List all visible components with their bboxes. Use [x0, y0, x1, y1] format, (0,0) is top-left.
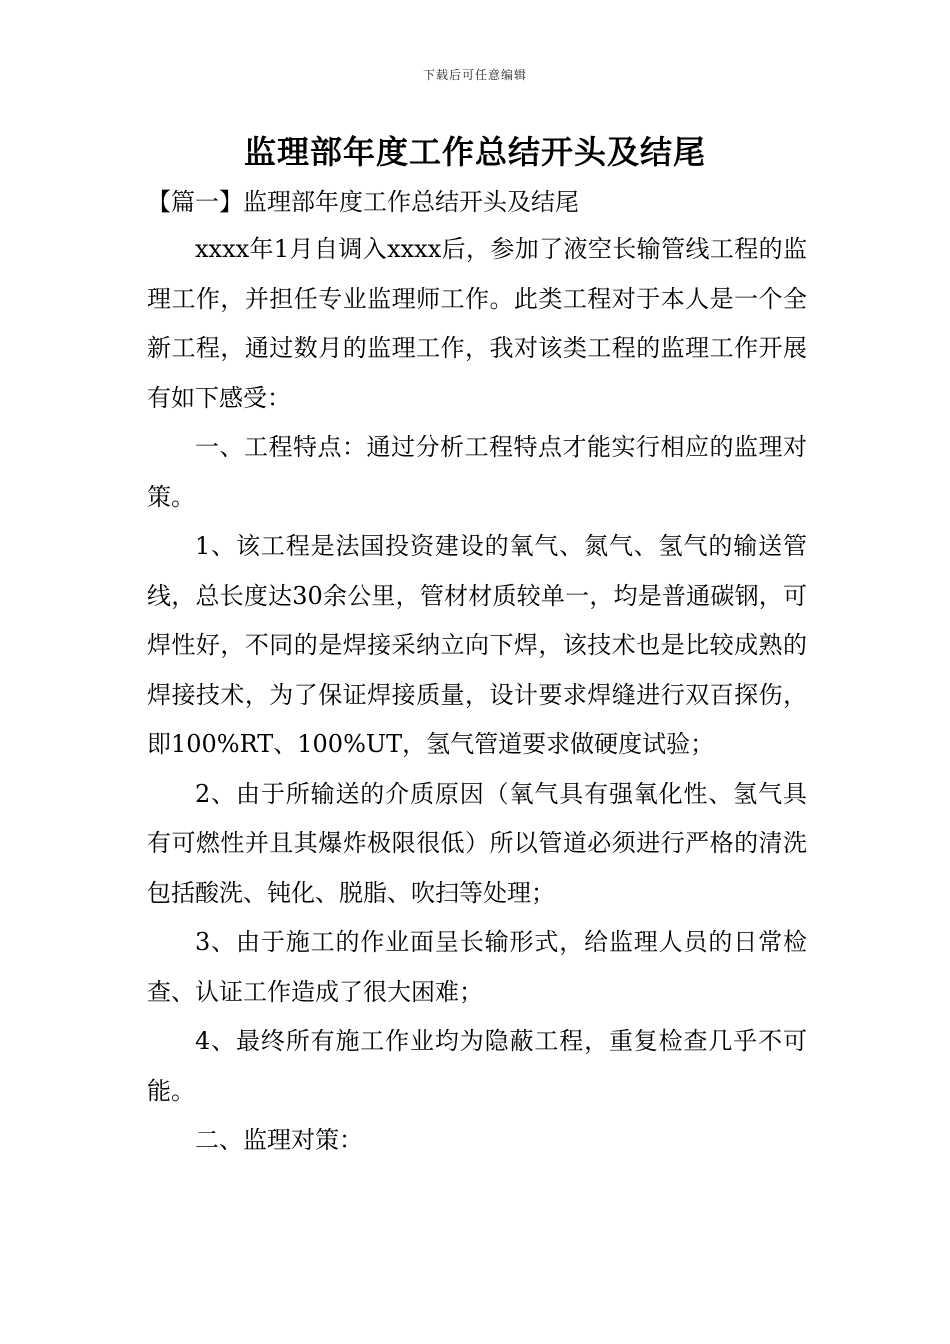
paragraph-heading-features: 一、工程特点：通过分析工程特点才能实行相应的监理对策。: [147, 433, 807, 511]
paragraph-item-4: 4、最终所有施工作业均为隐蔽工程，重复检查几乎不可能。: [147, 1027, 807, 1105]
paragraph-item-1: 1、该工程是法国投资建设的氧气、氮气、氢气的输送管线，总长度达30余公里，管材材质较单一，均是普通碳钢，可焊性好，不同的是焊接采纳立向下焊，该技术也是比较成熟的焊接技术，为了保证焊接质量，设计要求焊缝进行双百探伤，即100%RT、100%UT，氢气管道要求做硬度试验；: [147, 532, 807, 758]
paragraph-item-2: 2、由于所输送的介质原因（氧气具有强氧化性、氢气具有可燃性并且其爆炸极限很低）所以管道必须进行严格的清洗包括酸洗、钝化、脱脂、吹扫等处理；: [147, 779, 807, 907]
paragraph-heading-countermeasures: 二、监理对策：: [195, 1126, 363, 1154]
paragraph-item-3: 3、由于施工的作业面呈长输形式，给监理人员的日常检查、认证工作造成了很大困难；: [147, 928, 807, 1006]
document-title: 监理部年度工作总结开头及结尾: [243, 133, 706, 171]
document-body: [147, 225, 807, 1166]
section-label: 【篇一】监理部年度工作总结开头及结尾: [147, 188, 579, 216]
page-header: 下载后可任意编辑: [422, 68, 527, 82]
paragraph-intro: xxxx年1月自调入xxxx后，参加了液空长输管线工程的监理工作，并担任专业监理师工作。此类工程对于本人是一个全新工程，通过数月的监理工作，我对该类工程的监理工作开展有如下感受：: [147, 235, 807, 412]
